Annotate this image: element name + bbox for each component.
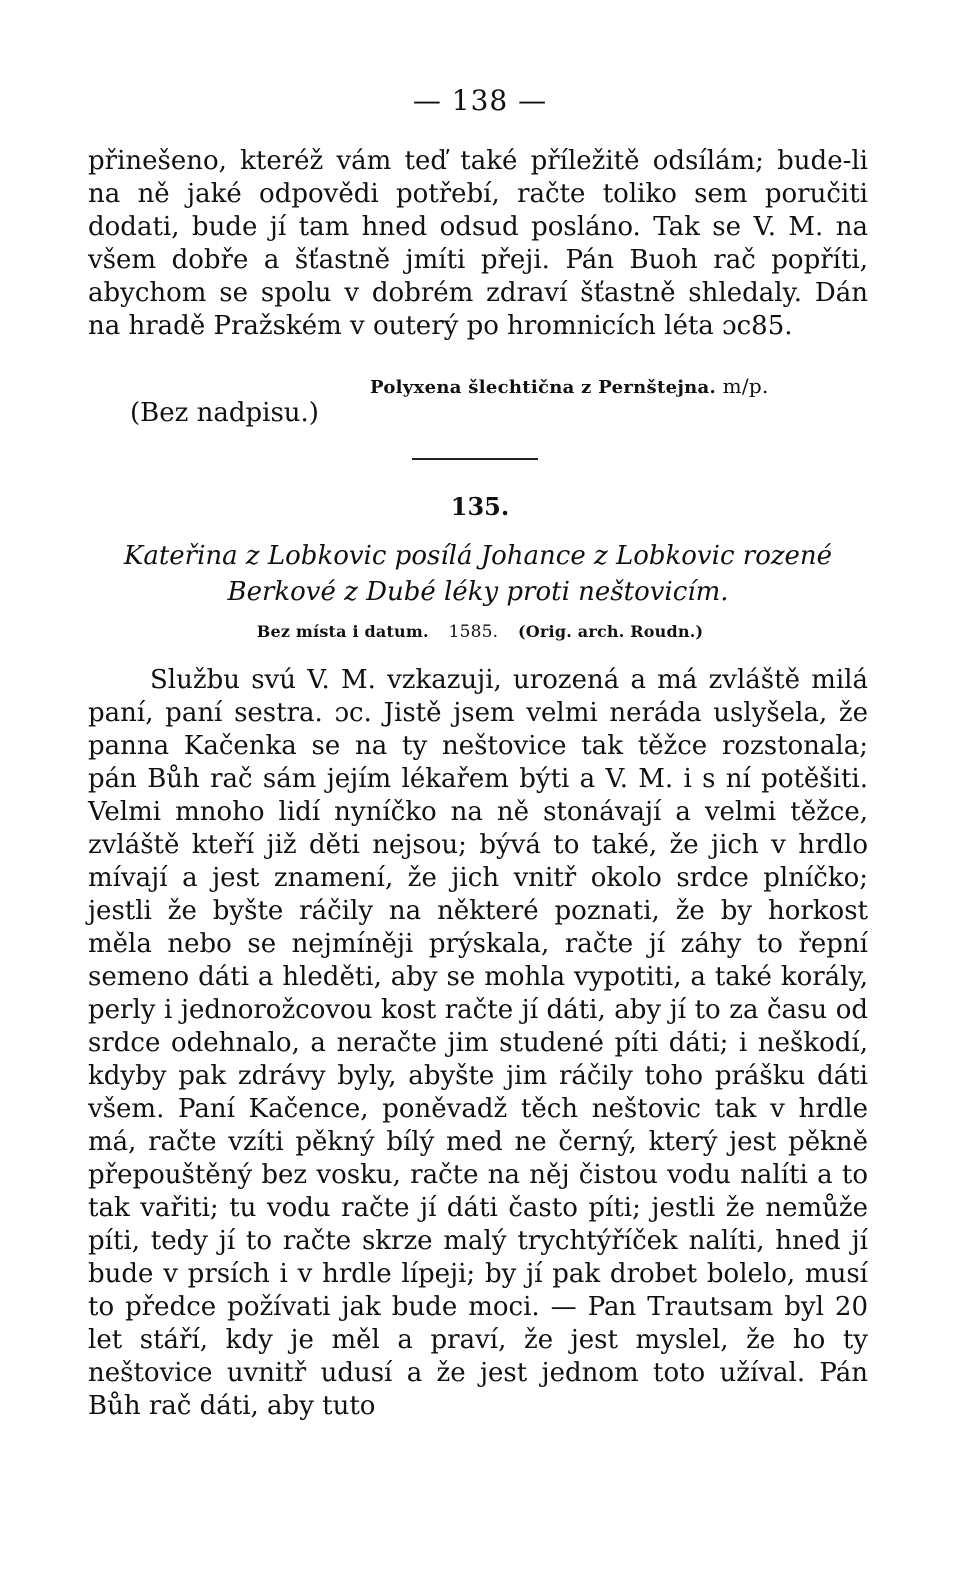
source-place: Bez místa i datum. bbox=[256, 622, 429, 641]
seal-note: m/p. bbox=[722, 374, 769, 398]
signature bbox=[370, 374, 769, 398]
source-archive: (Orig. arch. Roudn.) bbox=[518, 622, 704, 641]
section-divider bbox=[412, 458, 538, 460]
letter-number: 135. bbox=[450, 492, 510, 521]
source-year: 1585. bbox=[448, 622, 499, 642]
letter-heading: Kateřina z Lobkovic posílá Johance z Lobkovic rozené Berkové z Dubé léky proti neštovicím. bbox=[123, 541, 833, 607]
source-note bbox=[0, 622, 960, 642]
signature-name: Polyxena šlechtična z Pernštejna. bbox=[370, 377, 717, 398]
page-header: — 138 — bbox=[412, 84, 548, 117]
letter-body: Službu svú V. M. vzkazuji, urozená a má zvláště milá paní, paní sestra. ɔc. Jistě jsem velmi neráda uslyšela, že panna Kačenka se na ty neštovice tak těžce rozstonala; pán Bůh rač sám jejím lékařem býti a V. M. i s ní potěšiti. Velmi mnoho lidí nyníčko na ně stonávají a velmi těžce, zvláště kteří již děti nejsou; bývá to také, že jich v hrdlo mívají a jest znamení, že jich vnitř okolo srdce plníčko; jestli že byšte ráčily na některé poznati, že by horkost měla nebo se nejmíněji prýskala, račte jí záhy to řepní semeno dáti a hleděti, aby se mohla vypotiti, a také korály, perly i jednorožcovou kost račte jí dáti, aby jí to za času od srdce odehnalo, a neračte jim studené píti dáti; i neškodí, kdyby pak zdrávy byly, abyšte jim ráčily toho prášku dáti všem. Paní Kačence, poněvadž těch neštovic tak v hrdle má, račte vzíti pěkný bílý med ne černý, který jest pěkně přepouštěný bez vosku, račte na něj čistou vodu nalíti a to tak vařiti; tu vodu račte jí dáti často píti; jestli že nemůže píti, tedy jí to račte skrze malý trychtýříček nalíti, hned jí bude v prsích i v hrdle lípeji; by jí pak drobet bolelo, musí to předce požívati jak bude moci. — Pan Trautsam byl 20 let stáří, kdy je měl a praví, že jest myslel, že ho ty neštovice uvnitř udusí a že jest jednom toto užíval. Pán Bůh rač dáti, aby tuto bbox=[88, 665, 868, 1421]
no-address-note: (Bez nadpisu.) bbox=[130, 398, 319, 428]
previous-letter-body: přinešeno, kteréž vám teď také příležitě odsílám; bude-li na ně jaké odpovědi potřebí, račte toliko sem poručiti dodati, bude jí tam hned odsud posláno. Tak se V. M. na všem dobře a šťastně jmíti přeji. Pán Buoh rač popříti, abychom se spolu v dobrém zdraví šťastně shledaly. Dán na hradě Pražském v outerý po hromnicích léta ɔc85. bbox=[88, 146, 868, 341]
